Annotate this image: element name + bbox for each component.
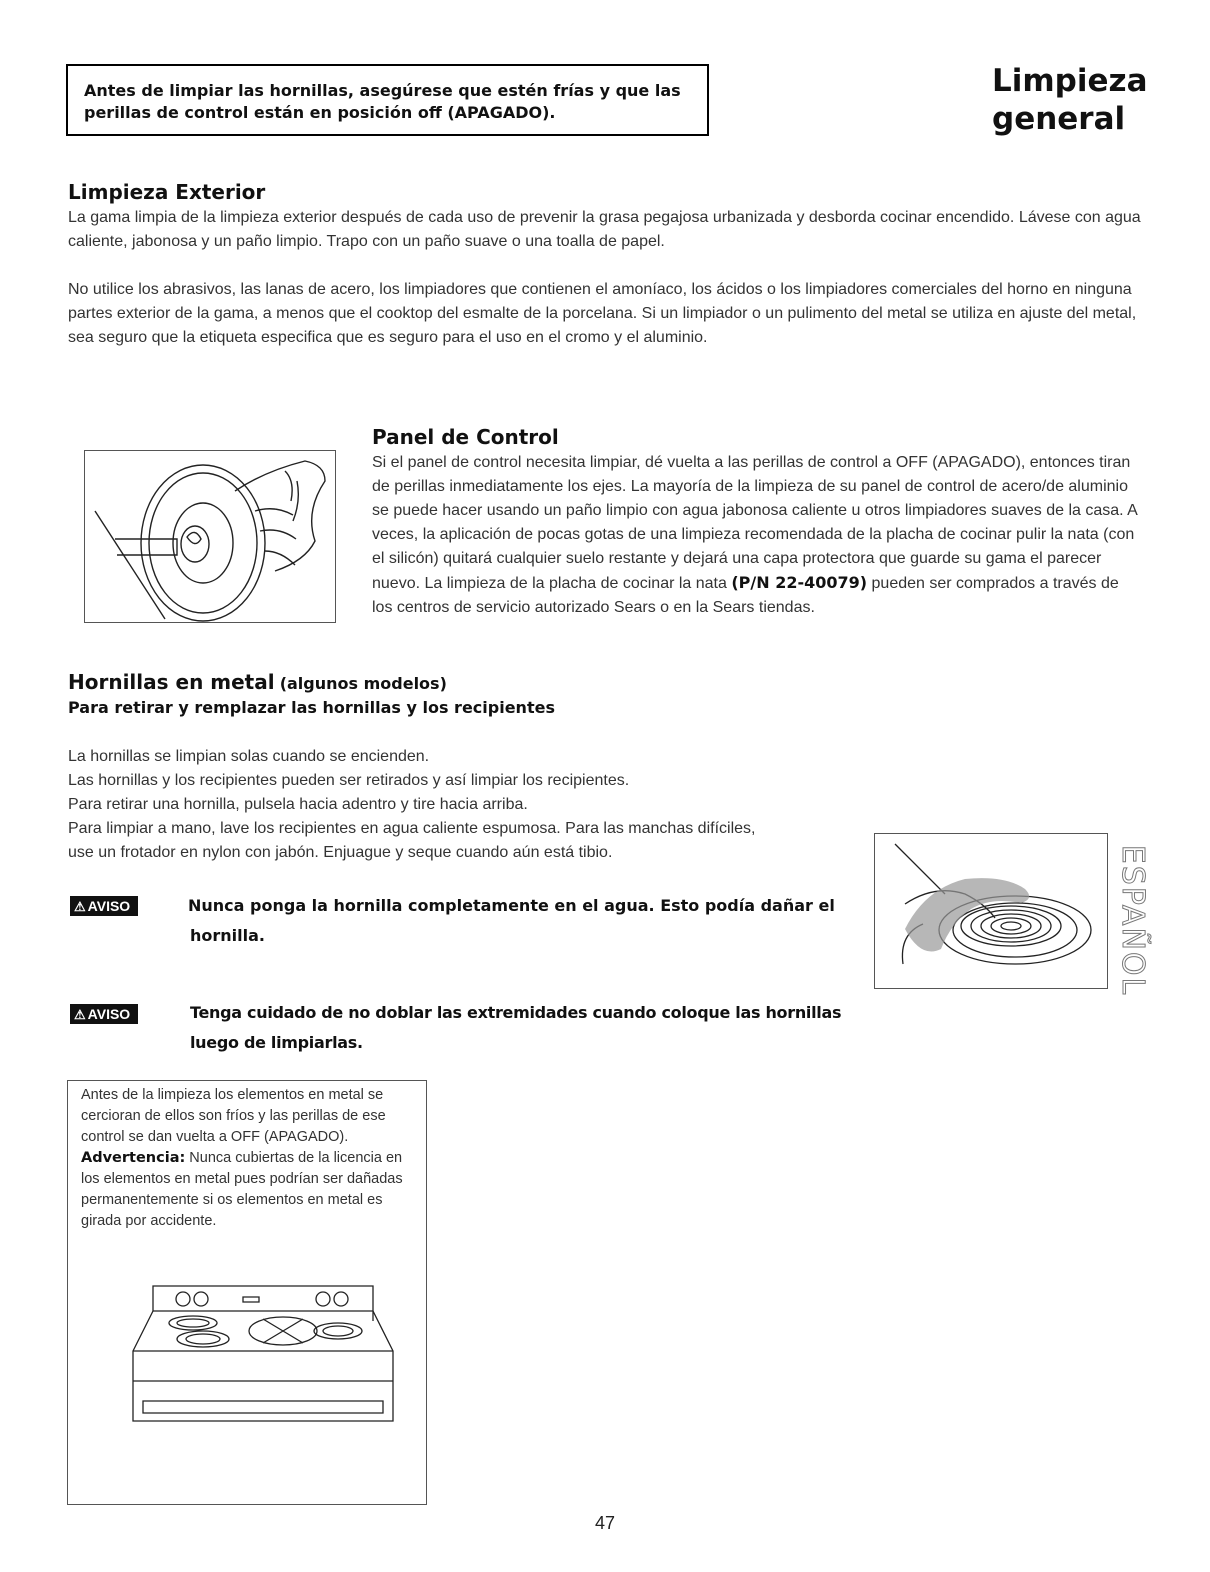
aviso-badge-2 — [70, 1004, 170, 1024]
burners-line-5: use un frotador en nylon con jabón. Enjuague y seque cuando aún está tibio. — [68, 844, 613, 861]
aviso-badge — [70, 1004, 138, 1024]
burners-heading-row — [68, 670, 447, 695]
caution-label: Advertencia: — [81, 1150, 186, 1166]
caution-text: Antes de la limpieza los elementos en metal se cercioran de ellos son fríos y las perillas de ese control se dan vuelta a OFF (APAGADO). — [81, 1087, 386, 1145]
control-panel-text-before: Si el panel de control necesita limpiar, dé vuelta a las perillas de control a OFF (APAGADO), entonces tiran de perillas inmediatamente los ejes. La mayoría de la limpieza de su panel de control de acero/de aluminio se puede hacer usando un paño limpio con agua jabonosa caliente u otros limpiadores suaves de la casa. A veces, la aplicación de pocas gotas de una limpieza recomendada de la placha de cocinar pulir la nata (con el silicón) quitará cualquier suelo restante y dejará una capa protectora que guarde su gama el parecer nuevo. La limpieza de la placha de cocinar la nata — [372, 454, 1137, 592]
burner-coil-drawing — [875, 834, 1107, 988]
exterior-section — [68, 206, 1143, 374]
warning-triangle-icon: ⚠ — [74, 899, 86, 914]
language-side-tab — [1115, 840, 1151, 1000]
control-panel-heading: Panel de Control — [372, 425, 559, 449]
burners-line-1: La hornillas se limpian solas cuando se encienden. — [68, 748, 430, 765]
burners-instructions — [68, 745, 878, 865]
control-knob-illustration — [84, 450, 336, 623]
caution-text-2: Nunca cubiertas de la licencia en los elementos en metal pues podrían ser dañadas permanentemente si os elementos en metal es girada por accidente. — [81, 1150, 403, 1229]
control-panel-text — [372, 451, 1142, 620]
burners-line-2: Las hornillas y los recipientes pueden ser retirados y así limpiar los recipientes. — [68, 772, 630, 789]
caution-box — [67, 1080, 427, 1505]
burners-heading-note: (algunos modelos) — [279, 674, 447, 693]
burners-heading: Hornillas en metal — [68, 670, 275, 694]
burner-removal-illustration — [874, 833, 1108, 989]
part-number: (P/N 22-40079) — [731, 573, 868, 592]
warning-2-text: Tenga cuidado de no doblar las extremidades cuando coloque las hornillas luego de limpiarlas. — [190, 1003, 842, 1052]
knob-removal-drawing — [85, 451, 335, 622]
range-cooktop-drawing — [123, 1281, 403, 1461]
exterior-paragraph-1: La gama limpia de la limpieza exterior después de cada uso de prevenir la grasa pegajosa urbanizada y desborda cocinar encendido. Lávese con agua caliente, jabonosa y un paño limpio. Trapo con un paño suave o una toalla de papel. — [68, 209, 1141, 250]
control-panel-text-after: pueden ser comprados a través de los centros de servicio autorizado Sears o en la Sears tiendas. — [372, 575, 1119, 616]
aviso-badge — [70, 896, 138, 916]
burners-line-3: Para retirar una hornilla, pulsela hacia adentro y tire hacia arriba. — [68, 796, 528, 813]
language-side-tab-label: ESPAÑOL — [1115, 844, 1151, 996]
page-number: 47 — [594, 1513, 616, 1533]
aviso-badge-label: AVISO — [87, 898, 131, 914]
exterior-paragraph-2: No utilice los abrasivos, las lanas de acero, los limpiadores que contienen el amoníaco, los ácidos o los limpiadores comerciales del horno en ninguna partes exterior de la gama, a menos que el cooktop del esmalte de la porcelana. Si un limpiador o un pulimento del metal se utiliza en ajuste del metal, sea seguro que la etiqueta especifica que es seguro para el uso en el cromo y el aluminio. — [68, 281, 1137, 346]
notice-text: Antes de limpiar las hornillas, asegúrese que estén frías y que las perillas de control están en posición off (APAGADO). — [84, 81, 681, 122]
warning-triangle-icon: ⚠ — [74, 1007, 86, 1022]
burners-subheading: Para retirar y remplazar las hornillas y los recipientes — [68, 698, 555, 717]
aviso-badge-label: AVISO — [87, 1006, 131, 1022]
exterior-heading: Limpieza Exterior — [68, 180, 266, 204]
caution-text-block — [81, 1085, 414, 1232]
notice-box — [66, 64, 709, 136]
warning-1-text: Nunca ponga la hornilla completamente en el agua. Esto podía dañar el hornilla. — [188, 896, 835, 945]
aviso-badge-1 — [70, 896, 170, 916]
burners-line-4: Para limpiar a mano, lave los recipientes en agua caliente espumosa. Para las manchas difíciles, — [68, 820, 756, 837]
page-title: Limpieza general — [992, 63, 1148, 137]
